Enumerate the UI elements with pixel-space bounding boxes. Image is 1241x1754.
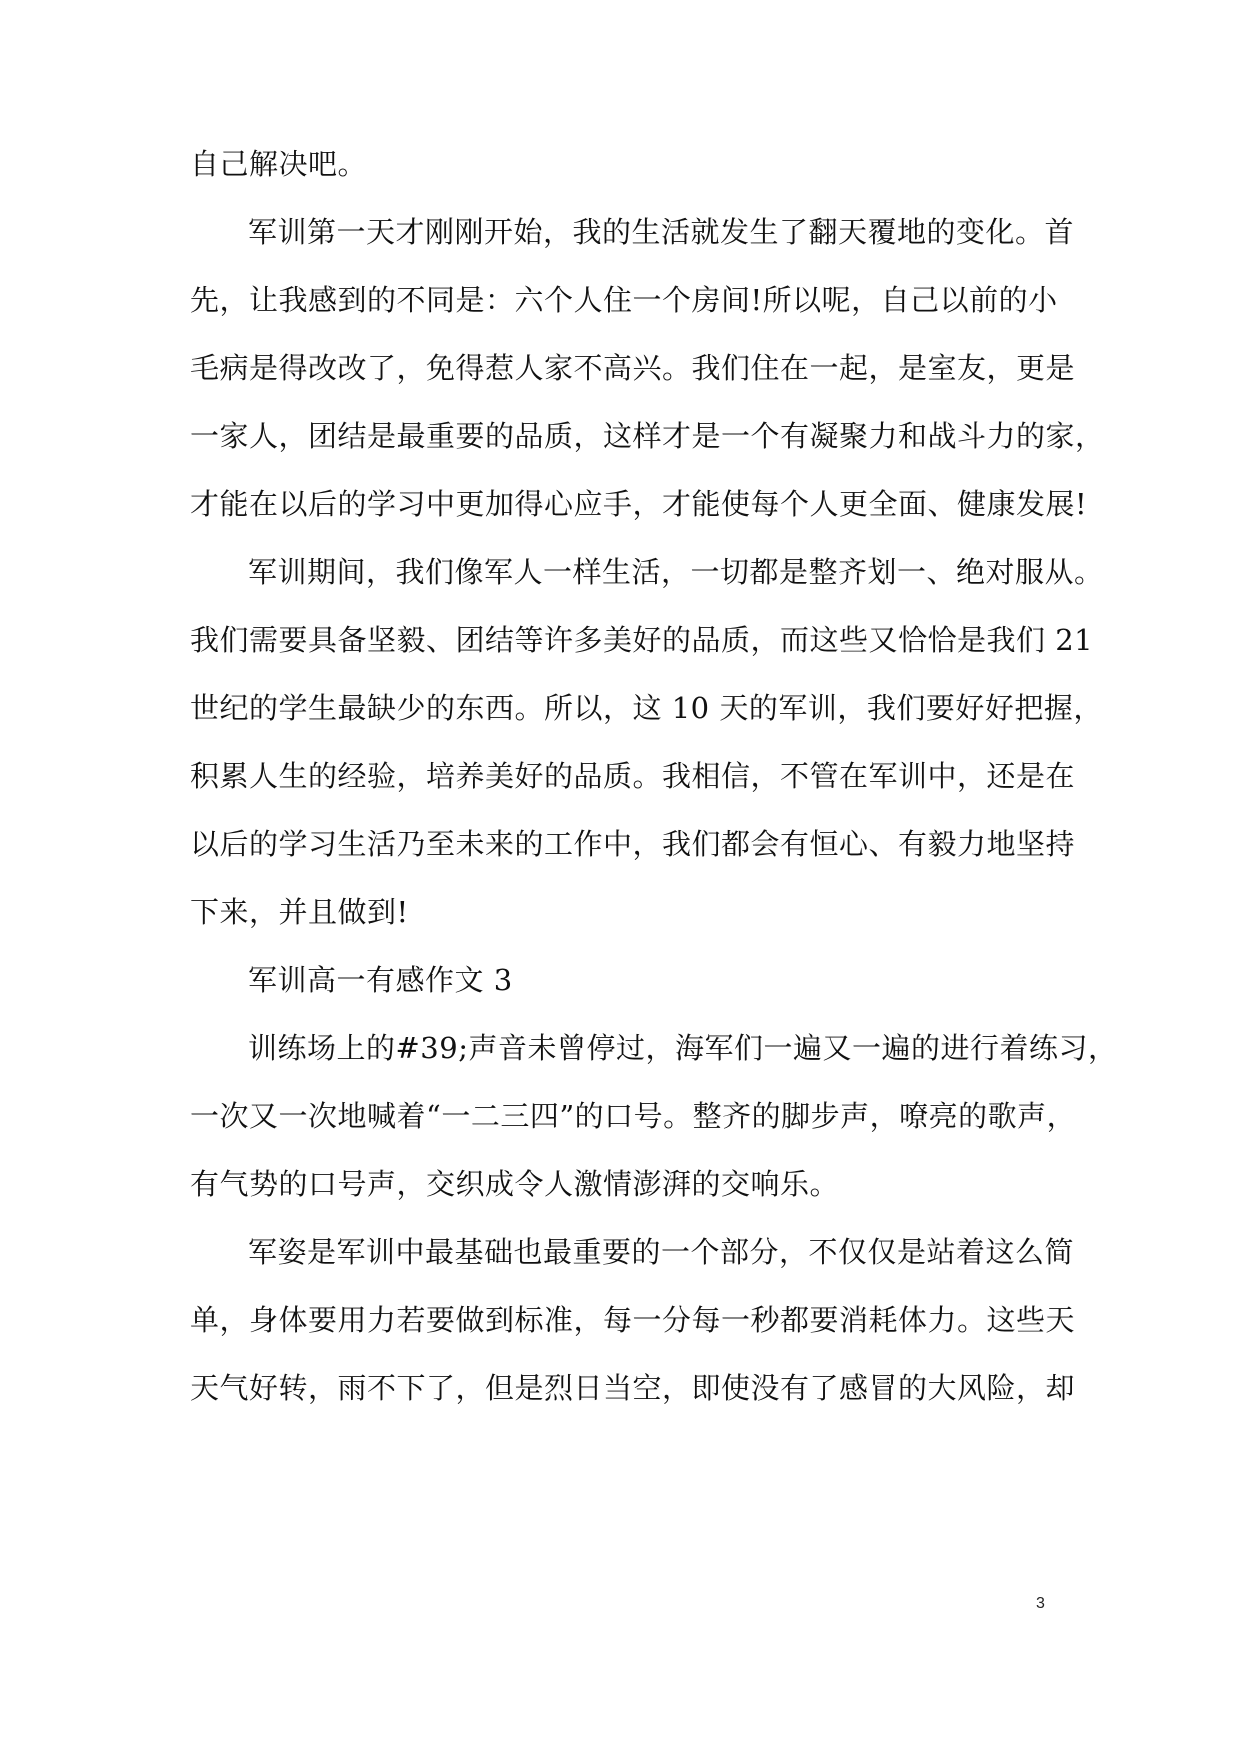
text-line: 单，身体要用力若要做到标准，每一分每一秒都要消耗体力。这些天 bbox=[190, 1303, 1076, 1337]
text-line: 一家人，团结是最重要的品质，这样才是一个有凝聚力和战斗力的家， bbox=[190, 419, 1105, 453]
text-line: 以后的学习生活乃至未来的工作中，我们都会有恒心、有毅力地坚持 bbox=[190, 827, 1076, 861]
text-line: 训练场上的#39;声音未曾停过，海军们一遍又一遍的进行着练习， bbox=[248, 1031, 1118, 1065]
page-number: 3 bbox=[1036, 1595, 1045, 1612]
text-line: 天气好转，雨不下了，但是烈日当空，即使没有了感冒的大风险，却 bbox=[190, 1371, 1076, 1405]
text-line: 先，让我感到的不同是：六个人住一个房间!所以呢，自己以前的小 bbox=[190, 283, 1058, 317]
text-line: 我们需要具备坚毅、团结等许多美好的品质，而这些又恰恰是我们 21 bbox=[190, 623, 1094, 657]
text-line: 一次又一次地喊着“一二三四”的口号。整齐的脚步声，嘹亮的歌声， bbox=[190, 1099, 1077, 1133]
text-line: 军训第一天才刚刚开始，我的生活就发生了翻天覆地的变化。首 bbox=[248, 215, 1075, 249]
text-line: 才能在以后的学习中更加得心应手，才能使每个人更全面、健康发展! bbox=[190, 487, 1088, 521]
text-line: 军训期间，我们像军人一样生活，一切都是整齐划一、绝对服从。 bbox=[248, 555, 1104, 589]
text-line: 毛病是得改改了，免得惹人家不高兴。我们住在一起，是室友，更是 bbox=[190, 351, 1076, 385]
text-line: 世纪的学生最缺少的东西。所以，这 10 天的军训，我们要好好把握， bbox=[190, 691, 1103, 725]
section-heading: 军训高一有感作文 3 bbox=[248, 963, 513, 997]
text-line: 自己解决吧。 bbox=[190, 147, 368, 181]
text-line: 下来，并且做到! bbox=[190, 895, 409, 929]
text-line: 有气势的口号声，交织成令人激情澎湃的交响乐。 bbox=[190, 1167, 840, 1201]
text-line: 军姿是军训中最基础也最重要的一个部分，不仅仅是站着这么简 bbox=[248, 1235, 1075, 1269]
text-line: 积累人生的经验，培养美好的品质。我相信，不管在军训中，还是在 bbox=[190, 759, 1076, 793]
